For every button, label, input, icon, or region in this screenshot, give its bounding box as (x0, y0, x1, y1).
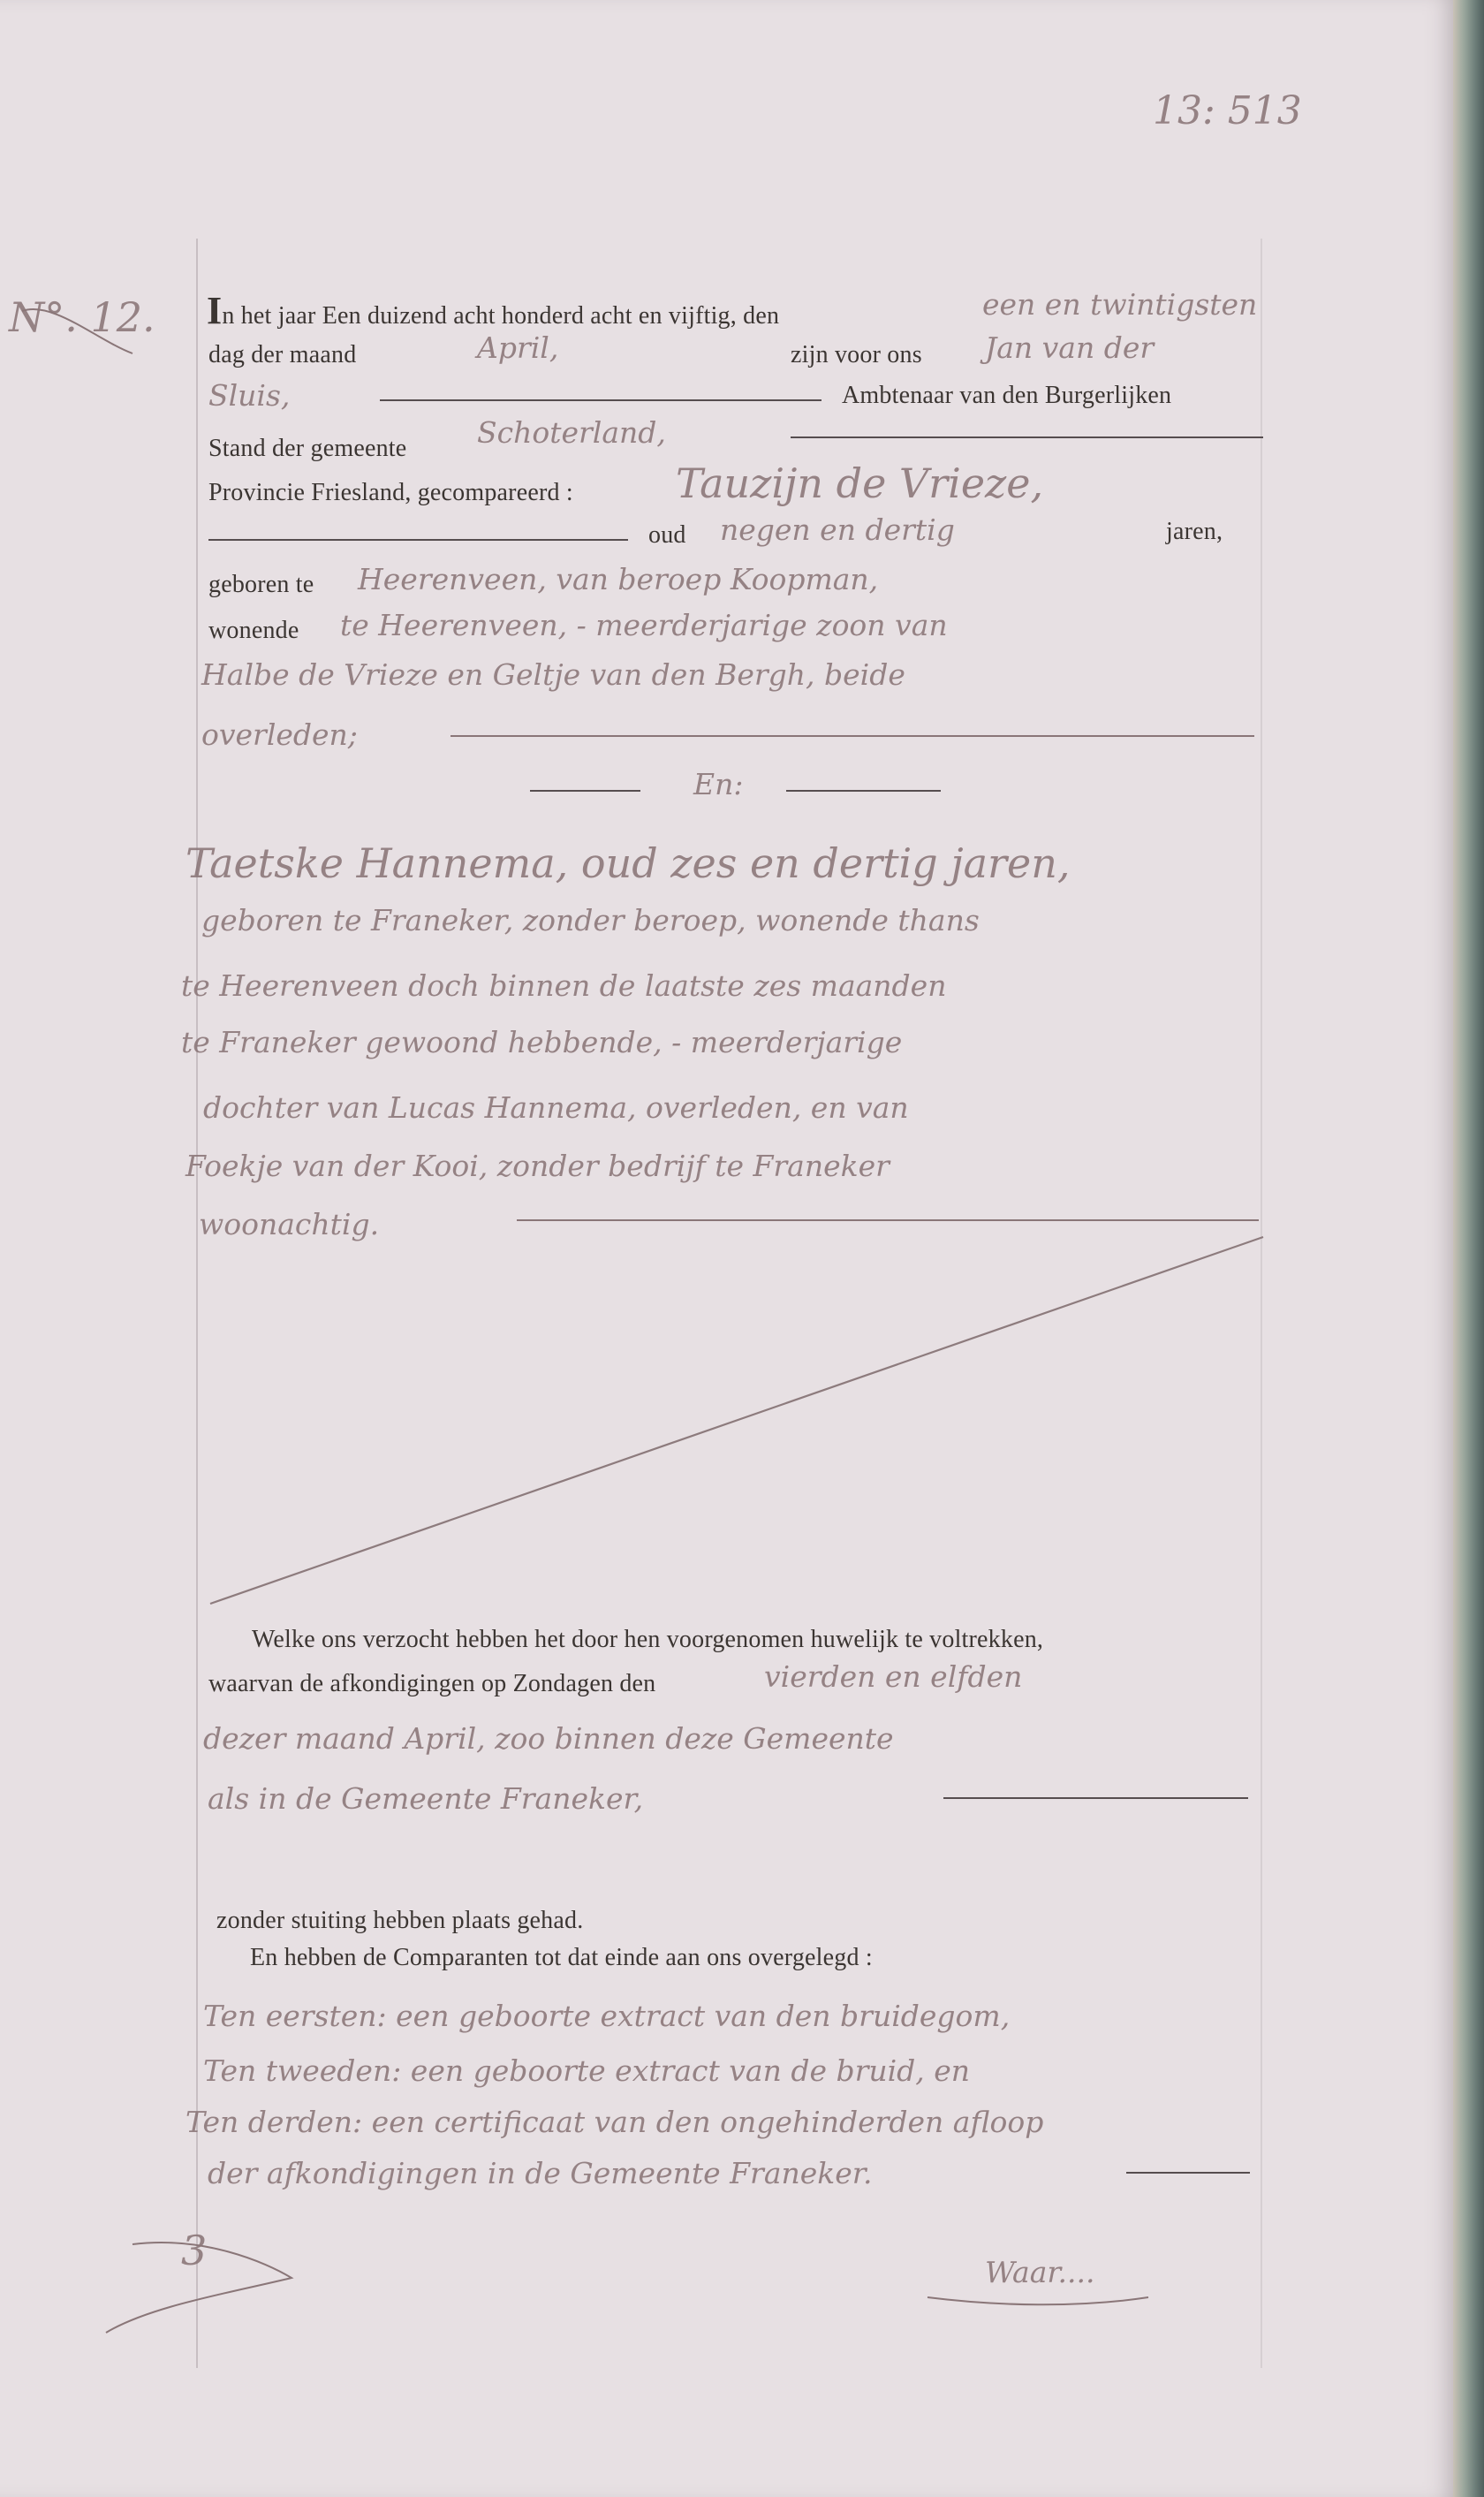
official-name-handwritten-2: Sluis, (208, 378, 291, 413)
document-3-handwritten: Ten derden: een certificaat van den ongehinderden afloop (186, 2105, 1044, 2139)
bride-line-4: te Franeker gewoond hebbende, - meerderjarige (181, 1025, 903, 1059)
groom-parents-handwritten: Halbe de Vrieze en Geltje van den Bergh, beide (201, 657, 905, 692)
groom-name-handwritten: Tauzijn de Vrieze, (676, 459, 1044, 507)
proclamation-dates-handwritten: vierden en elfden (764, 1659, 1023, 1694)
jaren-label: jaren, (1166, 518, 1223, 545)
document-1-handwritten: Ten eersten: een geboorte extract van den bruidegom, (203, 1999, 1011, 2033)
document-2-handwritten: Ten tweeden: een geboorte extract van de bruid, en (203, 2053, 971, 2088)
oud-label: oud (648, 521, 686, 549)
dag-der-maand-label: dag der maand (208, 341, 357, 368)
year-text: Een duizend acht honderd acht en vijftig (322, 302, 731, 330)
bride-line-6: Foekje van der Kooi, zonder bedrijf te Franeker (186, 1149, 890, 1183)
month-handwritten: April, (477, 330, 559, 365)
drop-cap: I (207, 289, 223, 332)
bride-line-1: Taetske Hannema, oud zes en dertig jaren, (186, 839, 1071, 887)
waarvan-text: waarvan de afkondigingen op Zondagen den (208, 1670, 656, 1697)
fill-line (1126, 2172, 1250, 2174)
en-handwritten: En: (693, 767, 744, 801)
record-number: N°. 12. (9, 293, 155, 341)
zijn-voor-ons-label: zijn voor ons (791, 341, 922, 368)
intro-text: n het jaar (222, 302, 316, 330)
groom-birthplace-handwritten: Heerenveen, van beroep Koopman, (358, 562, 879, 596)
den-text: , den (730, 302, 780, 330)
proclamation-line-3-handwritten: als in de Gemeente Franeker, (208, 1781, 644, 1816)
bride-line-3: te Heerenveen doch binnen de laatste zes maanden (181, 968, 947, 1003)
groom-age-handwritten: negen en dertig (720, 512, 955, 547)
day-handwritten: een en twintigsten (982, 287, 1258, 322)
en-hebben-text: En hebben de Comparanten tot dat einde aan ons overgelegd : (250, 1944, 873, 1971)
bride-line-7: woonachtig. (199, 1207, 380, 1241)
groom-residence-handwritten: te Heerenveen, - meerderjarige zoon van (340, 608, 948, 642)
stand-label: Stand der gemeente (208, 435, 407, 462)
bride-line-2: geboren te Franeker, zonder beroep, wonende thans (201, 903, 980, 937)
proclamation-line-2-handwritten: dezer maand April, zoo binnen deze Gemeente (203, 1721, 894, 1756)
zonder-stuiting-text: zonder stuiting hebben plaats gehad. (216, 1907, 584, 1934)
welke-text: Welke ons verzocht hebben het door hen voorgenomen huwelijk te voltrekken, (252, 1626, 1044, 1653)
page-number: 13: 513 (1153, 88, 1302, 133)
ambtenaar-label: Ambtenaar van den Burgerlijken (842, 382, 1172, 409)
marginal-mark-handwritten: 3 (181, 2227, 208, 2274)
bride-line-5: dochter van Lucas Hannema, overleden, en van (203, 1090, 909, 1125)
official-name-handwritten-1: Jan van der (985, 330, 1155, 365)
fill-line (943, 1797, 1248, 1799)
parents-status-handwritten: overleden; (201, 717, 358, 752)
municipality-handwritten: Schoterland, (477, 415, 666, 450)
provincie-label: Provincie Friesland, gecompareerd : (208, 479, 573, 506)
catchword-handwritten: Waar.... (985, 2255, 1095, 2289)
document-4-handwritten: der afkondigingen in de Gemeente Franeker. (208, 2156, 873, 2190)
geboren-te-label: geboren te (208, 571, 314, 598)
wonende-label: wonende (208, 617, 299, 644)
